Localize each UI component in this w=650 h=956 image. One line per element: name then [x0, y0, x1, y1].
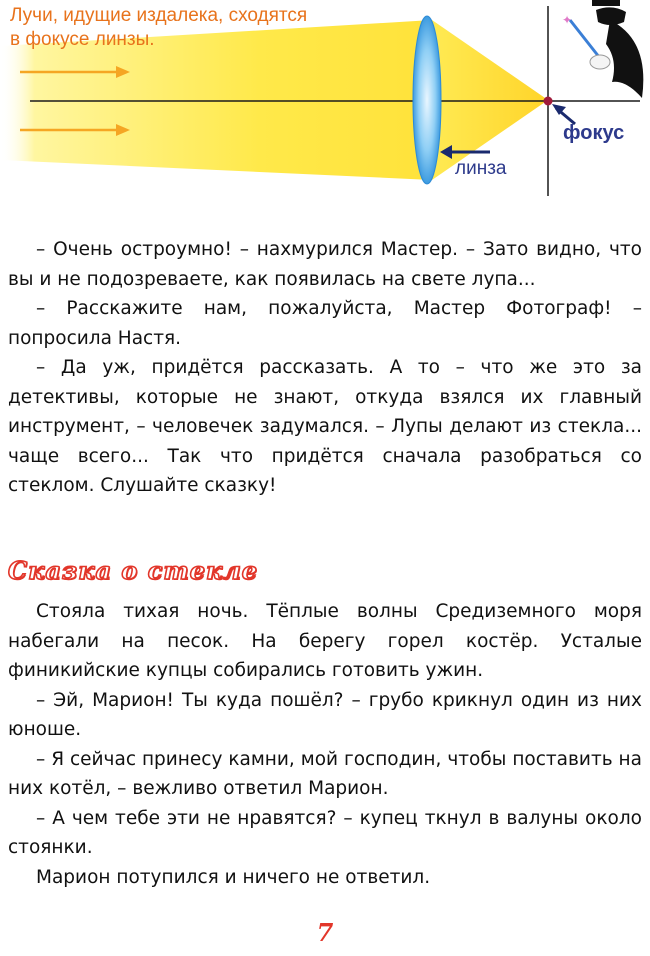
focus-point [544, 97, 553, 106]
section-title: Сказка о стекле [8, 556, 259, 585]
focus-label: фокус [563, 122, 625, 144]
lens-label: линза [455, 158, 507, 179]
lens-focus-illustration [0, 0, 650, 200]
paragraph: – А чем тебе эти не нравятся? – купец ткнул в валуны около стоянки. [8, 807, 642, 858]
lens-shape [413, 16, 441, 184]
fairy-tale-block [8, 597, 642, 892]
paragraph: – Эй, Марион! Ты куда пошёл? – грубо крикнул один из них юноше. [8, 689, 642, 740]
dialogue-block [8, 235, 642, 501]
magician-character-icon [562, 0, 643, 98]
figure-caption-line1: Лучи, идущие издалека, сходятся [10, 5, 308, 26]
svg-text:✦: ✦ [562, 13, 573, 27]
figure-caption-line2: в фокусе линзы. [10, 29, 155, 50]
paragraph: – Да уж, придётся рассказать. А то – что же это за детективы, которые не знают, откуда взялся их главный инструмент, – человечек задумался. – Лупы делают из стекла... чаще всего... Так что придётся сначала разобраться со стеклом. Слушайте сказку! [8, 357, 642, 496]
paragraph: – Я сейчас принесу камни, мой господин, чтобы поставить на них котёл, – вежливо ответил Марион. [8, 748, 642, 799]
page-number: 7 [316, 918, 334, 947]
paragraph: Марион потупился и ничего не ответил. [36, 866, 431, 888]
paragraph: – Очень остроумно! – нахмурился Мастер. – Зато видно, что вы и не подозреваете, как появилась на свете лупа... [8, 239, 642, 290]
focus-arrow [552, 104, 575, 124]
paragraph: – Расскажите нам, пожалуйста, Мастер Фотограф! – попросила Настя. [8, 298, 642, 349]
figure-caption [10, 4, 390, 52]
paragraph: Стояла тихая ночь. Тёплые волны Средиземного моря набегали на песок. На берегу горел костёр. Усталые финикийские купцы собирались готовить ужин. [8, 601, 642, 681]
